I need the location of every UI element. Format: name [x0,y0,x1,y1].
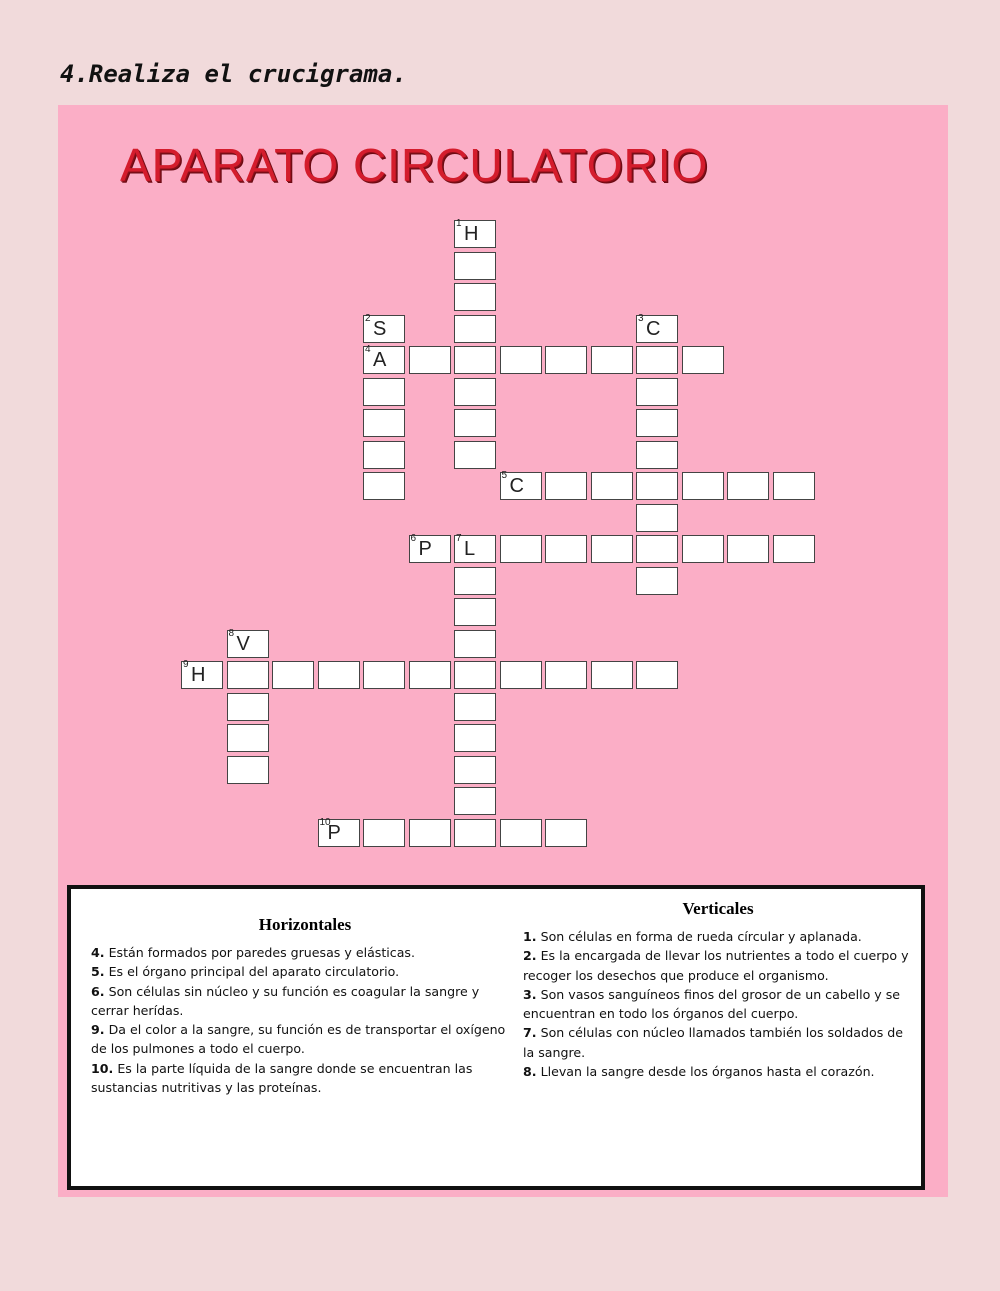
crossword-cell[interactable] [363,661,405,689]
clue-item [91,943,519,962]
vertical-clue-list [523,927,913,1081]
clue-number: 10. [91,1060,114,1076]
cell-letter: C [509,475,524,497]
clue-item [523,927,913,946]
crossword-cell[interactable] [409,346,451,374]
clues-box [67,885,925,1190]
crossword-cell[interactable] [454,724,496,752]
clue-text: Son vasos sanguíneos finos del grosor de un cabello y se encuentran en todo los órganos del cuerpo. [523,986,901,1022]
clue-item [91,1059,519,1098]
clue-item [91,962,519,981]
clue-number: 2. [523,948,537,964]
clue-number: 1. [523,929,537,944]
clue-number: 4. [91,945,105,960]
crossword-cell[interactable] [682,472,724,500]
crossword-cell[interactable] [591,661,633,689]
crossword-cell-7[interactable] [454,535,496,563]
crossword-cell[interactable] [454,346,496,374]
horizontal-heading: Horizontales [258,915,352,934]
cell-number: 6 [410,533,417,544]
crossword-cell[interactable] [500,346,542,374]
crossword-cell-4[interactable] [363,346,405,374]
cell-letter: H [191,664,206,686]
crossword-cell-6[interactable] [409,535,451,563]
cell-number: 1 [456,218,462,229]
cell-letter: S [373,317,387,340]
clue-number: 5. [91,964,105,980]
crossword-cell-9[interactable] [181,661,223,689]
crossword-cell[interactable] [545,535,587,563]
clue-text: Da el color a la sangre, su función es de transportar el oxígeno de los pulmones a todo el cuerpo. [91,1022,506,1057]
crossword-cell[interactable] [636,535,678,563]
clue-item [523,1062,913,1081]
clue-number: 8. [523,1064,537,1080]
crossword-cell[interactable] [227,724,269,752]
cell-number: 3 [638,312,644,324]
crossword-cell[interactable] [591,346,633,374]
clue-item [91,982,519,1021]
clue-text: Es la parte líquida de la sangre donde se encuentran las sustancias nutritivas y las proteínas. [91,1060,473,1096]
horizontal-clue-list [91,943,519,1097]
crossword-cell[interactable] [500,819,542,847]
cell-number: 8 [228,627,235,639]
clue-text: Son células en forma de rueda círcular y aplanada. [540,929,862,944]
cell-letter: C [646,317,661,340]
crossword-cell[interactable] [636,661,678,689]
clue-number: 3. [523,986,537,1002]
crossword-cell[interactable] [682,346,724,374]
crossword-cell[interactable] [454,598,496,626]
clue-text: Son células con núcleo llamados también los soldados de la sangre. [523,1025,904,1060]
crossword-cell[interactable] [454,252,496,280]
crossword-cell-3[interactable] [636,312,678,343]
crossword-cell[interactable] [591,472,633,500]
cell-letter: P [418,538,432,560]
crossword-cell-5[interactable] [500,472,542,500]
crossword-cell[interactable] [727,535,769,563]
crossword-cell-1[interactable] [454,220,496,248]
crossword-cell[interactable] [773,535,815,563]
crossword-cell[interactable] [500,535,542,563]
crossword-cell[interactable] [409,819,451,847]
crossword-cell[interactable] [636,472,678,500]
crossword-cell[interactable] [636,567,678,595]
crossword-cell-10[interactable] [318,816,360,847]
crossword-cell[interactable] [363,819,405,847]
crossword-cell[interactable] [500,661,542,689]
crossword-cell[interactable] [727,472,769,500]
crossword-cell[interactable] [409,661,451,689]
crossword-cell[interactable] [454,441,496,469]
crossword-cell-2[interactable] [363,312,405,343]
puzzle-title: APARATO CIRCULATORIO [120,139,709,191]
clue-item [523,1023,913,1062]
crossword-cell[interactable] [454,661,496,689]
crossword-cell[interactable] [454,409,496,437]
clue-text: Es el órgano principal del aparato circulatorio. [108,964,400,980]
crossword-cell[interactable] [363,472,405,500]
crossword-cell[interactable] [454,693,496,721]
vertical-clues [523,899,913,1081]
crossword-cell[interactable] [636,504,678,532]
crossword-cell[interactable] [682,535,724,563]
crossword-cell[interactable] [545,472,587,500]
clue-text: Son células sin núcleo y su función es coagular la sangre y cerrar herídas. [91,983,480,1018]
vertical-heading: Verticales [682,899,754,918]
crossword-cell[interactable] [636,378,678,406]
crossword-cell[interactable] [454,630,496,658]
crossword-cell[interactable] [636,441,678,469]
crossword-cell[interactable] [227,661,269,689]
clue-item [523,946,913,985]
cell-number: 5 [501,470,508,481]
cell-letter: L [464,538,476,560]
clue-text: Es la encargada de llevar los nutrientes a todo el cuerpo y recoger los desechos que produce el organismo. [523,948,909,983]
cell-number: 4 [365,344,371,355]
crossword-cell[interactable] [318,661,360,689]
clue-number: 9. [91,1022,105,1038]
clue-item [523,985,913,1024]
crossword-cell[interactable] [227,756,269,784]
crossword-cell[interactable] [591,535,633,563]
crossword-cell[interactable] [272,661,314,689]
crossword-cell[interactable] [545,661,587,689]
crossword-cell[interactable] [363,441,405,469]
clue-number: 6. [91,983,105,999]
crossword-cell[interactable] [363,409,405,437]
crossword-cell[interactable] [545,346,587,374]
crossword-cell[interactable] [454,567,496,595]
crossword-cell[interactable] [454,756,496,784]
crossword-cell-8[interactable] [227,627,269,658]
cell-letter: H [464,223,479,245]
cell-letter: A [373,349,387,371]
crossword-cell[interactable] [454,283,496,311]
crossword-cell[interactable] [636,346,678,374]
crossword-cell[interactable] [773,472,815,500]
crossword-cell[interactable] [454,819,496,847]
crossword-cell[interactable] [636,409,678,437]
cell-number: 7 [456,533,462,544]
crossword-cell[interactable] [545,819,587,847]
cell-number: 10 [319,816,331,828]
clue-text: Llevan la sangre desde los órganos hasta el corazón. [540,1064,875,1080]
cell-letter: P [327,821,341,844]
cell-number: 9 [183,659,189,670]
instruction-heading: 4.Realiza el crucigrama. [60,60,407,88]
clue-text: Están formados por paredes gruesas y elásticas. [108,945,415,960]
horizontal-clues [91,899,519,1097]
crossword-cell[interactable] [454,378,496,406]
cell-letter: V [236,632,250,655]
clue-item [91,1020,519,1059]
crossword-cell[interactable] [227,693,269,721]
crossword-cell[interactable] [454,315,496,343]
crossword-cell[interactable] [454,787,496,815]
cell-number: 2 [365,312,371,324]
clue-number: 7. [523,1025,537,1041]
crossword-cell[interactable] [363,378,405,406]
